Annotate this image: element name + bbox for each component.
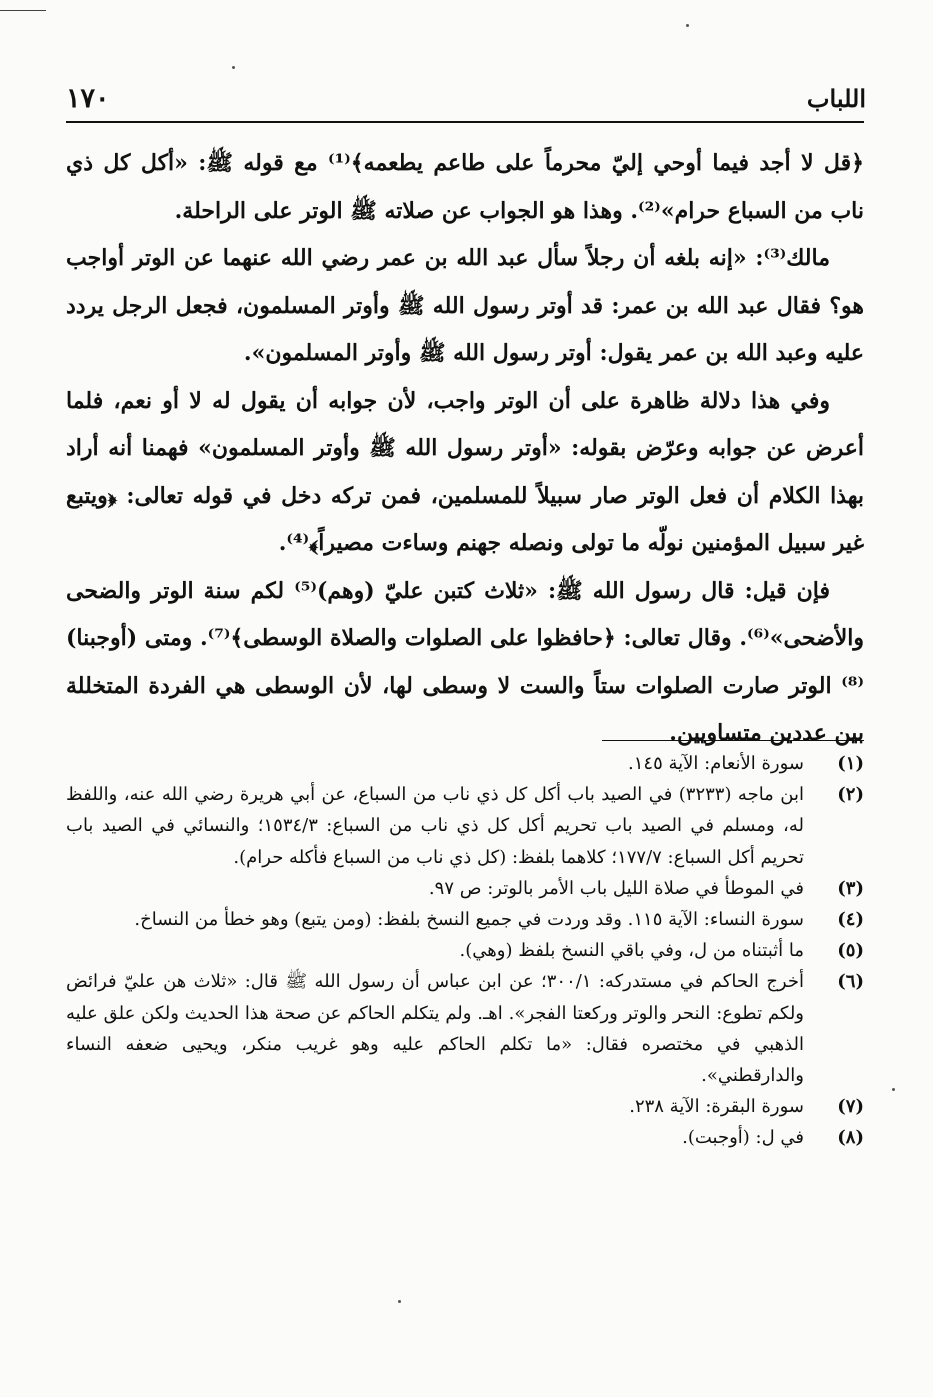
print-speck	[232, 66, 235, 69]
footnote-number: (٦)	[837, 971, 864, 993]
footnote	[66, 873, 864, 904]
footnote-number: (٥)	[837, 940, 864, 962]
footnote	[66, 966, 864, 1091]
footnote	[66, 779, 864, 873]
page-number: ١٧٠	[66, 82, 110, 114]
footnote-text: سورة النساء: الآية ١١٥. وقد وردت في جميع النسخ بلفظ: (ومن يتبع) وهو خطأ من النساخ.	[134, 909, 804, 931]
footnote-text: ما أثبتناه من ل، وفي باقي النسخ بلفظ (وهي).	[459, 940, 804, 962]
footnote-number: (٣)	[837, 877, 864, 899]
paragraph: وفي هذا دلالة ظاهرة على أن الوتر واجب، لأن جوابه أن يقول له لا أو نعم، فلما أعرض عن جوابه وعرّض بقوله: «أوتر رسول الله ﷺ وأوتر المسلمون» فهمنا أنه أراد بهذا الكلام أن فعل الوتر صار سبيلاً للمسلمين، فمن تركه دخل في قوله تعالى: ﴿ويتبع غير سبيل المؤمنين نولّه ما تولى ونصله جهنم وساءت مصيراً﴾⁽⁴⁾.	[66, 387, 864, 556]
footnote-number: (٢)	[837, 784, 864, 806]
print-speck	[398, 1300, 401, 1303]
footnote-number: (١)	[837, 753, 864, 774]
footnote-number: (٨)	[837, 1127, 864, 1149]
footnote-number: (٤)	[837, 909, 864, 931]
footnote	[66, 935, 864, 966]
footnote	[66, 1122, 864, 1153]
main-text	[66, 140, 864, 758]
footnote	[66, 1091, 864, 1122]
footnote-text: أخرج الحاكم في مستدركه: ٣٠٠/١؛ عن ابن عباس أن رسول الله ﷺ قال: «ثلاث هن عليّ فرائض ولكم تطوع: النحر والوتر وركعتا الفجر». اهـ. ولم يتكلم الحاكم عن صحة هذا الحديث ولكن علق عليه الذهبي في مختصره فقال: «ما تكلم الحاكم عليه وهو غريب منكر، ويحيى ضعفه النساء والدارقطني».	[66, 971, 804, 1087]
footnote	[66, 904, 864, 935]
footnote-text: في الموطأ في صلاة الليل باب الأمر بالوتر: ص ٩٧.	[428, 877, 804, 899]
footnote-number: (٧)	[837, 1096, 864, 1118]
paragraph: مالك⁽³⁾: «إنه بلغه أن رجلاً سأل عبد الله بن عمر رضي الله عنهما عن الوتر أواجب هو؟ فقال عبد الله بن عمر: قد أوتر رسول الله ﷺ وأوتر المسلمون، فجعل الرجل يردد عليه وعبد الله بن عمر يقول: أوتر رسول الله ﷺ وأوتر المسلمون».	[66, 245, 864, 366]
print-speck	[686, 24, 689, 27]
header-rule	[66, 121, 864, 123]
footnote-text: في ل: (أوجبت).	[682, 1127, 804, 1149]
paragraph: ﴿قل لا أجد فيما أوحي إليّ محرماً على طاعم يطعمه﴾⁽¹⁾ مع قوله ﷺ: «أكل كل ذي ناب من السباع حرام»⁽²⁾. وهذا هو الجواب عن صلاته ﷺ الوتر على الراحلة.	[66, 150, 864, 224]
paragraph: فإن قيل: قال رسول الله ﷺ: «ثلاث كتبن عليّ (وهم)⁽⁵⁾ لكم سنة الوتر والضحى والأضحى»⁽⁶⁾. وقال تعالى: ﴿حافظوا على الصلوات والصلاة الوسطى﴾⁽⁷⁾. ومتى (أوجبنا)⁽⁸⁾ الوتر صارت الصلوات ستاً والست لا وسطى لها، لأن الوسطى هي الفردة المتخللة بين عددين متساويين.	[66, 577, 864, 746]
print-speck	[892, 1088, 895, 1091]
footnote-text: سورة الأنعام: الآية ١٤٥.	[628, 753, 804, 774]
footnote-text: سورة البقرة: الآية ٢٣٨.	[629, 1096, 804, 1118]
footnotes	[66, 748, 864, 1154]
running-title: اللباب	[806, 83, 866, 113]
footnote-rule	[602, 740, 864, 741]
page-header	[66, 78, 866, 118]
footnote-text: ابن ماجه (٣٢٣٣) في الصيد باب أكل كل ذي ناب من السباع، عن أبي هريرة رضي الله عنه، واللفظ له، ومسلم في الصيد باب تحريم أكل كل ذي ناب من السباع: ١٥٣٤/٣؛ والنسائي في الصيد باب تحريم أكل السباع: ١٧٧/٧؛ كلاهما بلفظ: (كل ذي ناب من السباع فأكله حرام).	[66, 784, 805, 868]
corner-mark	[0, 10, 46, 11]
footnote	[66, 748, 864, 779]
